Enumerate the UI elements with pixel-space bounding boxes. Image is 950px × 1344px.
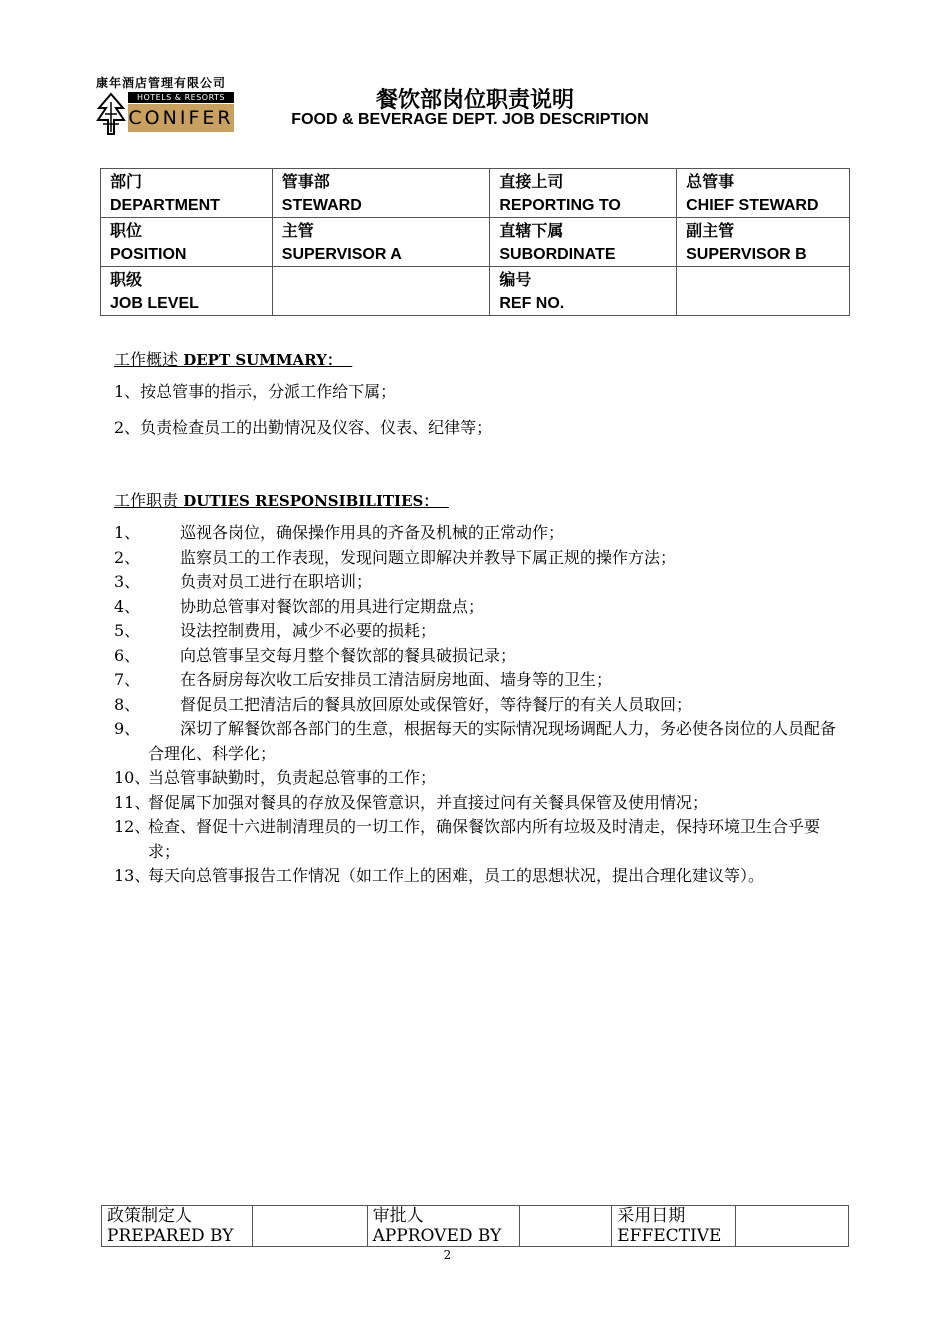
list-item: 6、 向总管事呈交每月整个餐饮部的餐具破损记录； <box>114 645 517 665</box>
logo-brand: CONIFER <box>128 104 234 132</box>
job-info-table <box>100 168 850 316</box>
table-row <box>102 1206 849 1247</box>
table-cell <box>520 1206 612 1247</box>
summary-item: 2、负责检查员工的出勤情况及仪容、仪表、纪律等； <box>114 418 493 437</box>
table-cell: 编号 REF NO. <box>490 267 677 316</box>
table-cell <box>677 267 850 316</box>
table-cell: 采用日期 EFFECTIVE <box>612 1206 736 1247</box>
list-item: 7、 在各厨房每次收工后安排员工清洁厨房地面、墙身等的卫生； <box>114 670 613 689</box>
page-title-cn: 餐饮部岗位职责说明 <box>375 88 574 113</box>
table-cell: 职级 JOB LEVEL <box>101 267 273 316</box>
duties-heading: 工作职责 DUTIES RESPONSIBILITIES： <box>114 491 439 510</box>
list-item: 5、 设法控制费用，减少不必要的损耗； <box>114 621 437 640</box>
table-cell: 政策制定人 PREPARED BY <box>102 1206 253 1247</box>
list-item: 9、 深切了解餐饮部各部门的生意，根据每天的实际情况现场调配人力，务必使各岗位的人员配备合理化、科学化； <box>114 719 837 763</box>
table-cell: 直接上司 REPORTING TO <box>490 169 677 218</box>
table-cell: 直辖下属 SUBORDINATE <box>490 218 677 267</box>
table-row <box>101 218 850 267</box>
signoff-table <box>101 1205 849 1247</box>
duties-list <box>114 521 840 889</box>
list-item: 10、 当总管事缺勤时，负责起总管事的工作； <box>114 768 437 787</box>
table-cell: 管事部 STEWARD <box>272 169 490 218</box>
list-item: 8、 督促员工把清洁后的餐具放回原处或保管好，等待餐厅的有关人员取回； <box>114 694 693 714</box>
list-item: 1、 巡视各岗位，确保操作用具的齐备及机械的正常动作； <box>114 523 565 542</box>
list-item: 3、 负责对员工进行在职培训； <box>114 572 373 591</box>
table-cell: 总管事 CHIEF STEWARD <box>677 169 850 218</box>
page-number: 2 <box>443 1248 452 1262</box>
table-cell: 主管 SUPERVISOR A <box>272 218 490 267</box>
table-cell <box>736 1206 849 1247</box>
list-item: 12、 检查、督促十六进制清理员的一切工作，确保餐饮部内所有垃圾及时清走，保持环境卫生合乎要求； <box>114 817 821 861</box>
table-cell <box>252 1206 367 1247</box>
logo-company-name: 康年酒店管理有限公司 <box>96 76 227 90</box>
table-cell: 审批人 APPROVED BY <box>367 1206 520 1247</box>
list-item: 4、 协助总管事对餐饮部的用具进行定期盘点； <box>114 596 485 616</box>
table-cell: 部门 DEPARTMENT <box>101 169 273 218</box>
list-item: 13、 每天向总管事报告工作情况（如工作上的困难，员工的思想状况，提出合理化建议等）。 <box>114 866 765 885</box>
table-cell: 职位 POSITION <box>101 218 273 267</box>
table-cell <box>272 267 490 316</box>
list-item: 11、 督促属下加强对餐具的存放及保管意识，并直接过问有关餐具保管及使用情况； <box>114 792 709 812</box>
table-cell: 副主管 SUPERVISOR B <box>677 218 850 267</box>
summary-item: 1、按总管事的指示，分派工作给下属； <box>114 382 397 401</box>
page-title-en: FOOD & BEVERAGE DEPT. JOB DESCRIPTION <box>291 111 649 128</box>
summary-heading: 工作概述 DEPT SUMMARY： <box>114 350 342 369</box>
table-row <box>101 169 850 218</box>
list-item: 2、 监察员工的工作表现，发现问题立即解决并教导下属正规的操作方法； <box>114 547 677 567</box>
logo-tagline: HOTELS & RESORTS <box>128 92 234 103</box>
table-row <box>101 267 850 316</box>
